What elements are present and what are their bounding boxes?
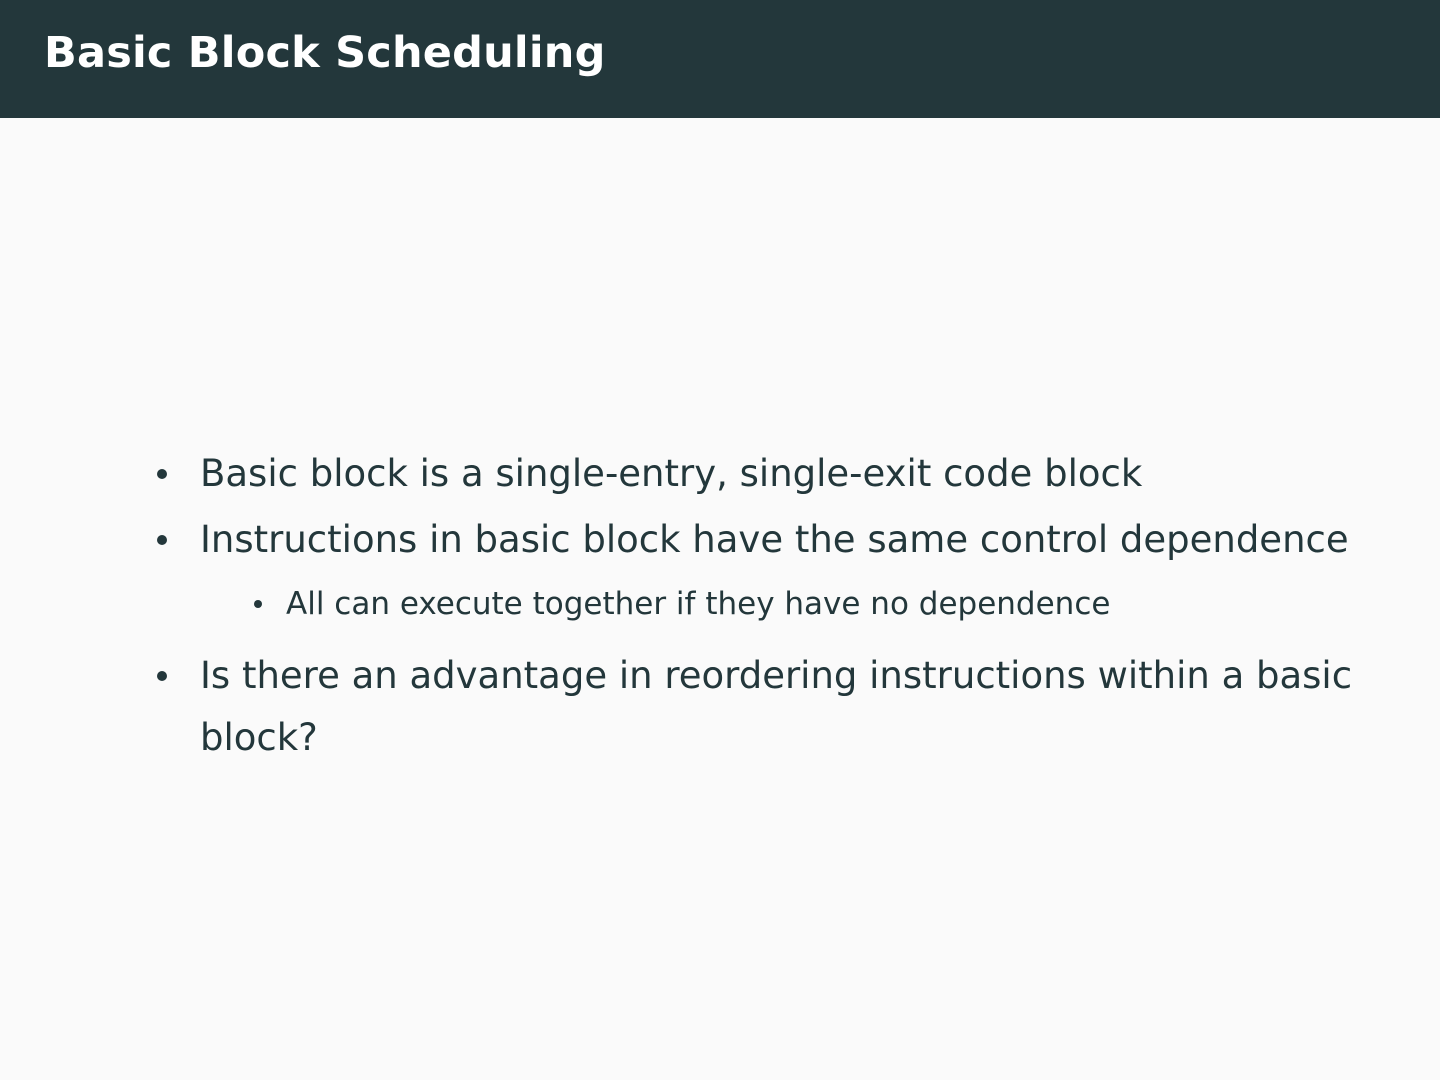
bullet-text: Basic block is a single-entry, single-exit code block <box>200 452 1143 495</box>
bullet-text-continuation: block? <box>200 716 318 759</box>
bullet-dot <box>157 469 167 479</box>
bullet-dot <box>157 535 167 545</box>
bullet-dot <box>157 671 167 681</box>
bullet-text: Instructions in basic block have the same control dependence <box>200 518 1349 561</box>
sub-bullet-dot <box>254 600 262 608</box>
title-bar <box>0 0 1440 118</box>
bullet-text: Is there an advantage in reordering instructions within a basic <box>200 654 1353 697</box>
slide-title: Basic Block Scheduling <box>44 28 606 78</box>
sub-bullet-text: All can execute together if they have no dependence <box>286 586 1111 622</box>
